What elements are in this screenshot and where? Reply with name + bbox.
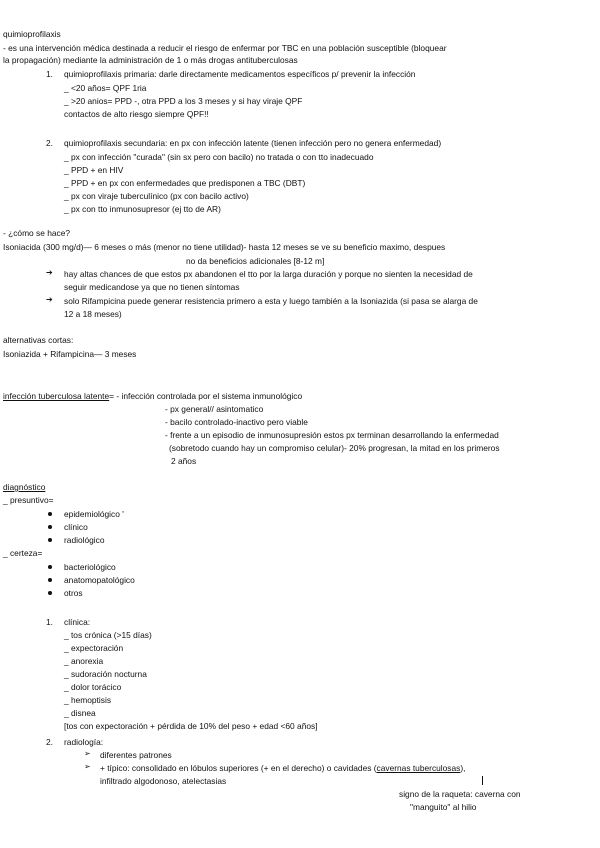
primaria-num: 1. bbox=[46, 69, 53, 79]
primaria-item: _ >20 anios= PPD -, otra PPD a los 3 meses y si hay viraje QPF bbox=[64, 96, 303, 106]
cavernas-term: cavernas tuberculosas bbox=[376, 763, 461, 773]
como-arrow-line: solo Rifampicina puede generar resistencia primero a esta y luego también a la Isoniazida (si pasa se alarga de bbox=[64, 296, 478, 306]
latente-term: infección tuberculosa latente bbox=[3, 391, 110, 401]
como-arrow-line: seguir medicandose ya que no tienen síntomas bbox=[64, 282, 240, 292]
bullet-icon bbox=[48, 578, 52, 582]
radio-cont: infiltrado algodonoso, atelectasias bbox=[100, 776, 227, 786]
secundaria-item: _ px con infección "curada" (sin sx pero con bacilo) no tratada o con tto inadecuado bbox=[64, 152, 374, 162]
latente-item: - bacilo controlado-inactivo pero viable bbox=[165, 417, 308, 427]
bullet-icon bbox=[48, 525, 52, 529]
secundaria-title: quimioprofilaxis secundaria: en px con infección latente (tienen infección pero no genera enfermedad) bbox=[64, 138, 442, 148]
arrow-right-icon: ➔ bbox=[46, 268, 53, 277]
diagnostico-title: diagnóstico bbox=[3, 482, 46, 492]
radio-item: diferentes patrones bbox=[100, 750, 172, 760]
clinica-item: _ hemoptisis bbox=[64, 695, 112, 705]
triangle-bullet-icon: ➢ bbox=[84, 762, 91, 771]
como-question: - ¿cómo se hace? bbox=[3, 228, 71, 238]
latente-cont: (sobretodo cuando hay un compromiso celular)- 20% progresan, la mitad en los primeros bbox=[169, 443, 500, 453]
radio-title: radiología: bbox=[64, 737, 104, 747]
clinica-item: _ disnea bbox=[64, 708, 96, 718]
secundaria-item: _ px con viraje tuberculínico (px con bacilo activo) bbox=[64, 191, 249, 201]
alternativas-title: alternativas cortas: bbox=[3, 335, 74, 345]
como-line-1: Isoniacida (300 mg/d)— 6 meses o más (menor no tiene utilidad)- hasta 12 meses se ve su beneficio maximo, despues bbox=[3, 242, 446, 252]
clinica-item: _ anorexia bbox=[64, 656, 104, 666]
secundaria-item: _ PPD + en HIV bbox=[64, 165, 124, 175]
clinica-title: clínica: bbox=[64, 617, 91, 627]
certeza-item: otros bbox=[64, 588, 83, 598]
raqueta-line: signo de la raqueta: caverna con bbox=[399, 789, 521, 799]
triangle-bullet-icon: ➢ bbox=[84, 749, 91, 758]
clinica-item: _ sudoración nocturna bbox=[64, 669, 147, 679]
primaria-title: quimioprofilaxis primaria: darle directamente medicamentos específicos p/ prevenir la infección bbox=[64, 69, 416, 79]
bullet-icon bbox=[48, 565, 52, 569]
bullet-icon bbox=[48, 591, 52, 595]
latente-item: - frente a un episodio de inmunosupresión estos px terminan desarrollando la enfermedad bbox=[165, 430, 499, 440]
latente-cont: 2 años bbox=[171, 456, 197, 466]
clinica-item: _ tos crónica (>15 días) bbox=[64, 630, 152, 640]
radio-tail: ), bbox=[460, 763, 466, 773]
radio-item-text: + típico: consolidado en lóbulos superiores (+ en el derecho) o cavidades ( bbox=[100, 763, 377, 773]
clinica-num: 1. bbox=[46, 617, 53, 627]
clinica-summary: [tos con expectoración + pérdida de 10% del peso + edad <60 años] bbox=[64, 721, 318, 731]
intro-line-1: - es una intervención médica destinada a reducir el riesgo de enfermar por TBC en una población susceptible (bloquear bbox=[3, 43, 447, 53]
presuntivo-item: epidemiológico ' bbox=[64, 509, 124, 519]
primaria-item: contactos de alto riesgo siempre QPF!! bbox=[64, 109, 209, 119]
latente-heading bbox=[3, 391, 302, 401]
como-arrow-line: 12 a 18 meses) bbox=[64, 309, 122, 319]
arrow-right-icon: ➔ bbox=[46, 295, 53, 304]
divider-bar bbox=[482, 776, 483, 785]
primaria-item: _ <20 años= QPF 1ria bbox=[64, 83, 147, 93]
radio-num: 2. bbox=[46, 737, 53, 747]
raqueta-line: "manguito" al hilio bbox=[410, 802, 477, 812]
bullet-icon bbox=[48, 512, 52, 516]
certeza-label: _ certeza= bbox=[3, 548, 43, 558]
alternativas-text: Isoniazida + Rifampicina— 3 meses bbox=[3, 349, 137, 359]
latente-item: - px general// asintomatico bbox=[165, 404, 264, 414]
bullet-icon bbox=[48, 538, 52, 542]
doc-title: quimioprofilaxis bbox=[3, 29, 61, 39]
como-line-2: no da beneficios adicionales [8-12 m] bbox=[186, 256, 325, 266]
clinica-item: _ expectoración bbox=[64, 643, 124, 653]
secundaria-item: _ PPD + en px con enfermedades que predisponen a TBC (DBT) bbox=[64, 178, 306, 188]
secundaria-item: _ px con tto inmunosupresor (ej tto de AR) bbox=[64, 204, 221, 214]
presuntivo-item: clínico bbox=[64, 522, 88, 532]
clinica-item: _ dolor torácico bbox=[64, 682, 122, 692]
latente-suffix: = - infección controlada por el sistema inmunológico bbox=[109, 391, 303, 401]
como-arrow-line: hay altas chances de que estos px abandonen el tto por la larga duración y porque no sienten la necesidad de bbox=[64, 269, 473, 279]
certeza-item: bacteriológico bbox=[64, 562, 116, 572]
presuntivo-item: radiológico bbox=[64, 535, 105, 545]
radio-item-typical bbox=[100, 763, 465, 773]
certeza-item: anatomopatológico bbox=[64, 575, 135, 585]
presuntivo-label: _ presuntivo= bbox=[3, 495, 54, 505]
secundaria-num: 2. bbox=[46, 138, 53, 148]
intro-line-2: la propagación) mediante la administración de 1 o más drogas antituberculosas bbox=[3, 55, 298, 65]
